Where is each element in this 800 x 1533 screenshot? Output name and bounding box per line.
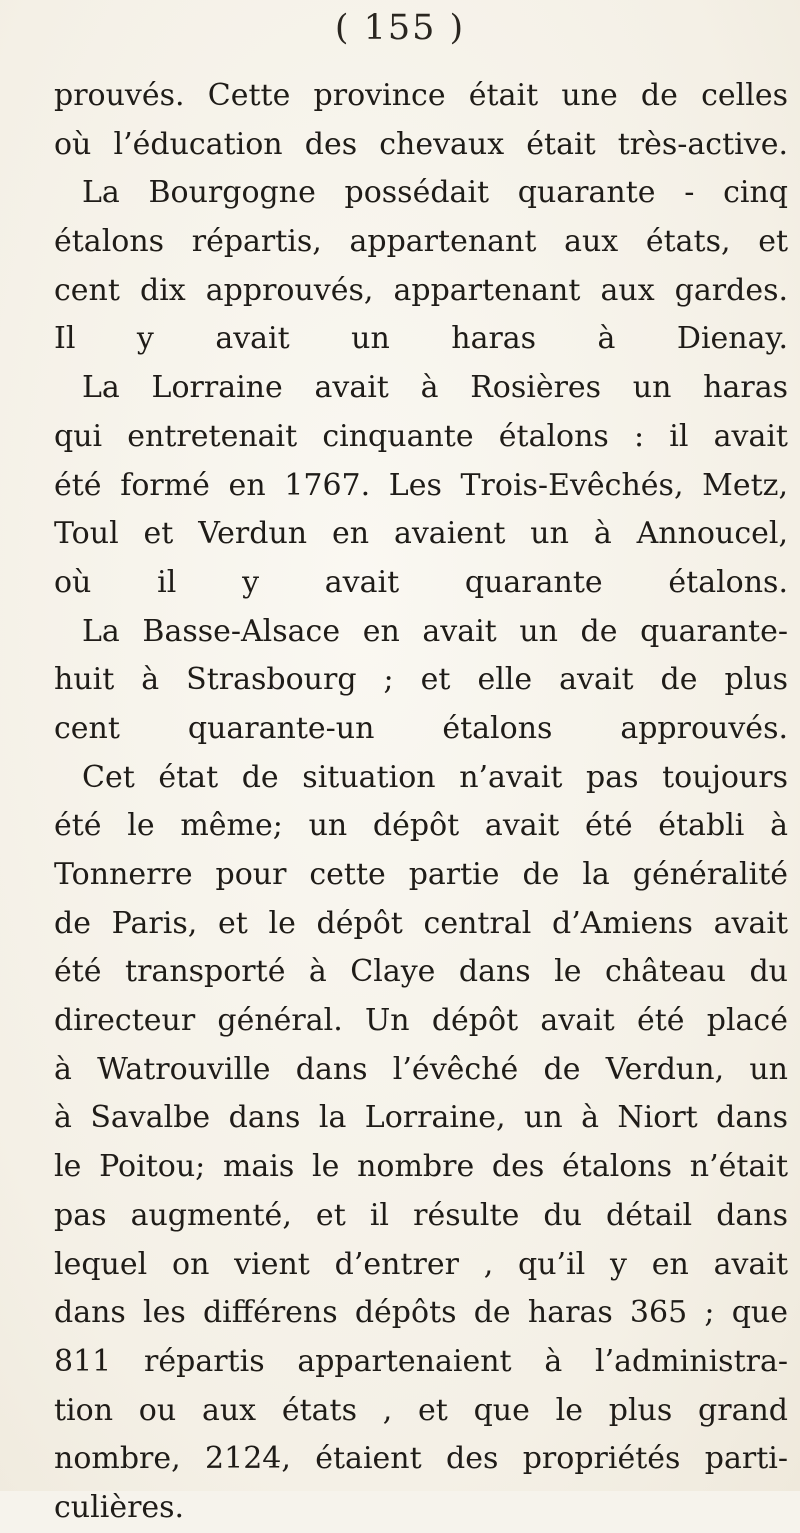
body-text xyxy=(54,72,788,1533)
page-number: ( 155 ) xyxy=(334,8,466,48)
text-line: huit à Strasbourg ; et elle avait de plus xyxy=(54,662,788,698)
text-line: cent dix approuvés, appartenant aux gardes. xyxy=(54,272,788,308)
text-line: pas augmenté, et il résulte du détail dans xyxy=(54,1197,788,1233)
text-line: été le même; un dépôt avait été établi à xyxy=(54,808,788,844)
text-line: Il y avait un haras à Dienay. xyxy=(54,321,788,357)
text-line: à Watrouville dans l’évêché de Verdun, un xyxy=(54,1051,788,1087)
text-line: à Savalbe dans la Lorraine, un à Niort dans xyxy=(54,1100,788,1136)
text-line: qui entretenait cinquante étalons : il avait xyxy=(54,418,788,454)
text-line: tion ou aux états , et que le plus grand xyxy=(54,1392,788,1428)
text-line: où l’éducation des chevaux était très-active. xyxy=(54,126,788,162)
text-line: dans les différens dépôts de haras 365 ; que xyxy=(54,1295,788,1331)
text-line: prouvés. Cette province était une de celles xyxy=(54,78,788,113)
text-line: étalons répartis, appartenant aux états, et xyxy=(54,224,788,260)
text-line: La Basse-Alsace en avait un de quarante- xyxy=(82,613,788,649)
text-line: La Bourgogne possédait quarante - cinq xyxy=(82,175,788,211)
text-line: le Poitou; mais le nombre des étalons n’était xyxy=(54,1149,788,1185)
text-line: 811 répartis appartenaient à l’administra- xyxy=(54,1343,788,1379)
text-line: de Paris, et le dépôt central d’Amiens avait xyxy=(54,905,788,941)
text-line: où il y avait quarante étalons. xyxy=(54,564,788,600)
text-line: Toul et Verdun en avaient un à Annoucel, xyxy=(54,516,788,552)
text-line: cent quarante-un étalons approuvés. xyxy=(54,710,788,746)
text-line: nombre, 2124, étaient des propriétés parti- xyxy=(54,1441,788,1477)
text-line: culières. xyxy=(54,1489,185,1525)
text-line: Cet état de situation n’avait pas toujours xyxy=(82,759,788,795)
text-line: lequel on vient d’entrer , qu’il y en avait xyxy=(54,1246,788,1282)
text-line: directeur général. Un dépôt avait été placé xyxy=(54,1003,788,1039)
text-line: La Lorraine avait à Rosières un haras xyxy=(82,370,788,406)
text-line: Tonnerre pour cette partie de la généralité xyxy=(54,857,788,892)
text-line: été transporté à Claye dans le château du xyxy=(54,954,788,990)
text-line: été formé en 1767. Les Trois-Evêchés, Metz, xyxy=(54,467,788,503)
